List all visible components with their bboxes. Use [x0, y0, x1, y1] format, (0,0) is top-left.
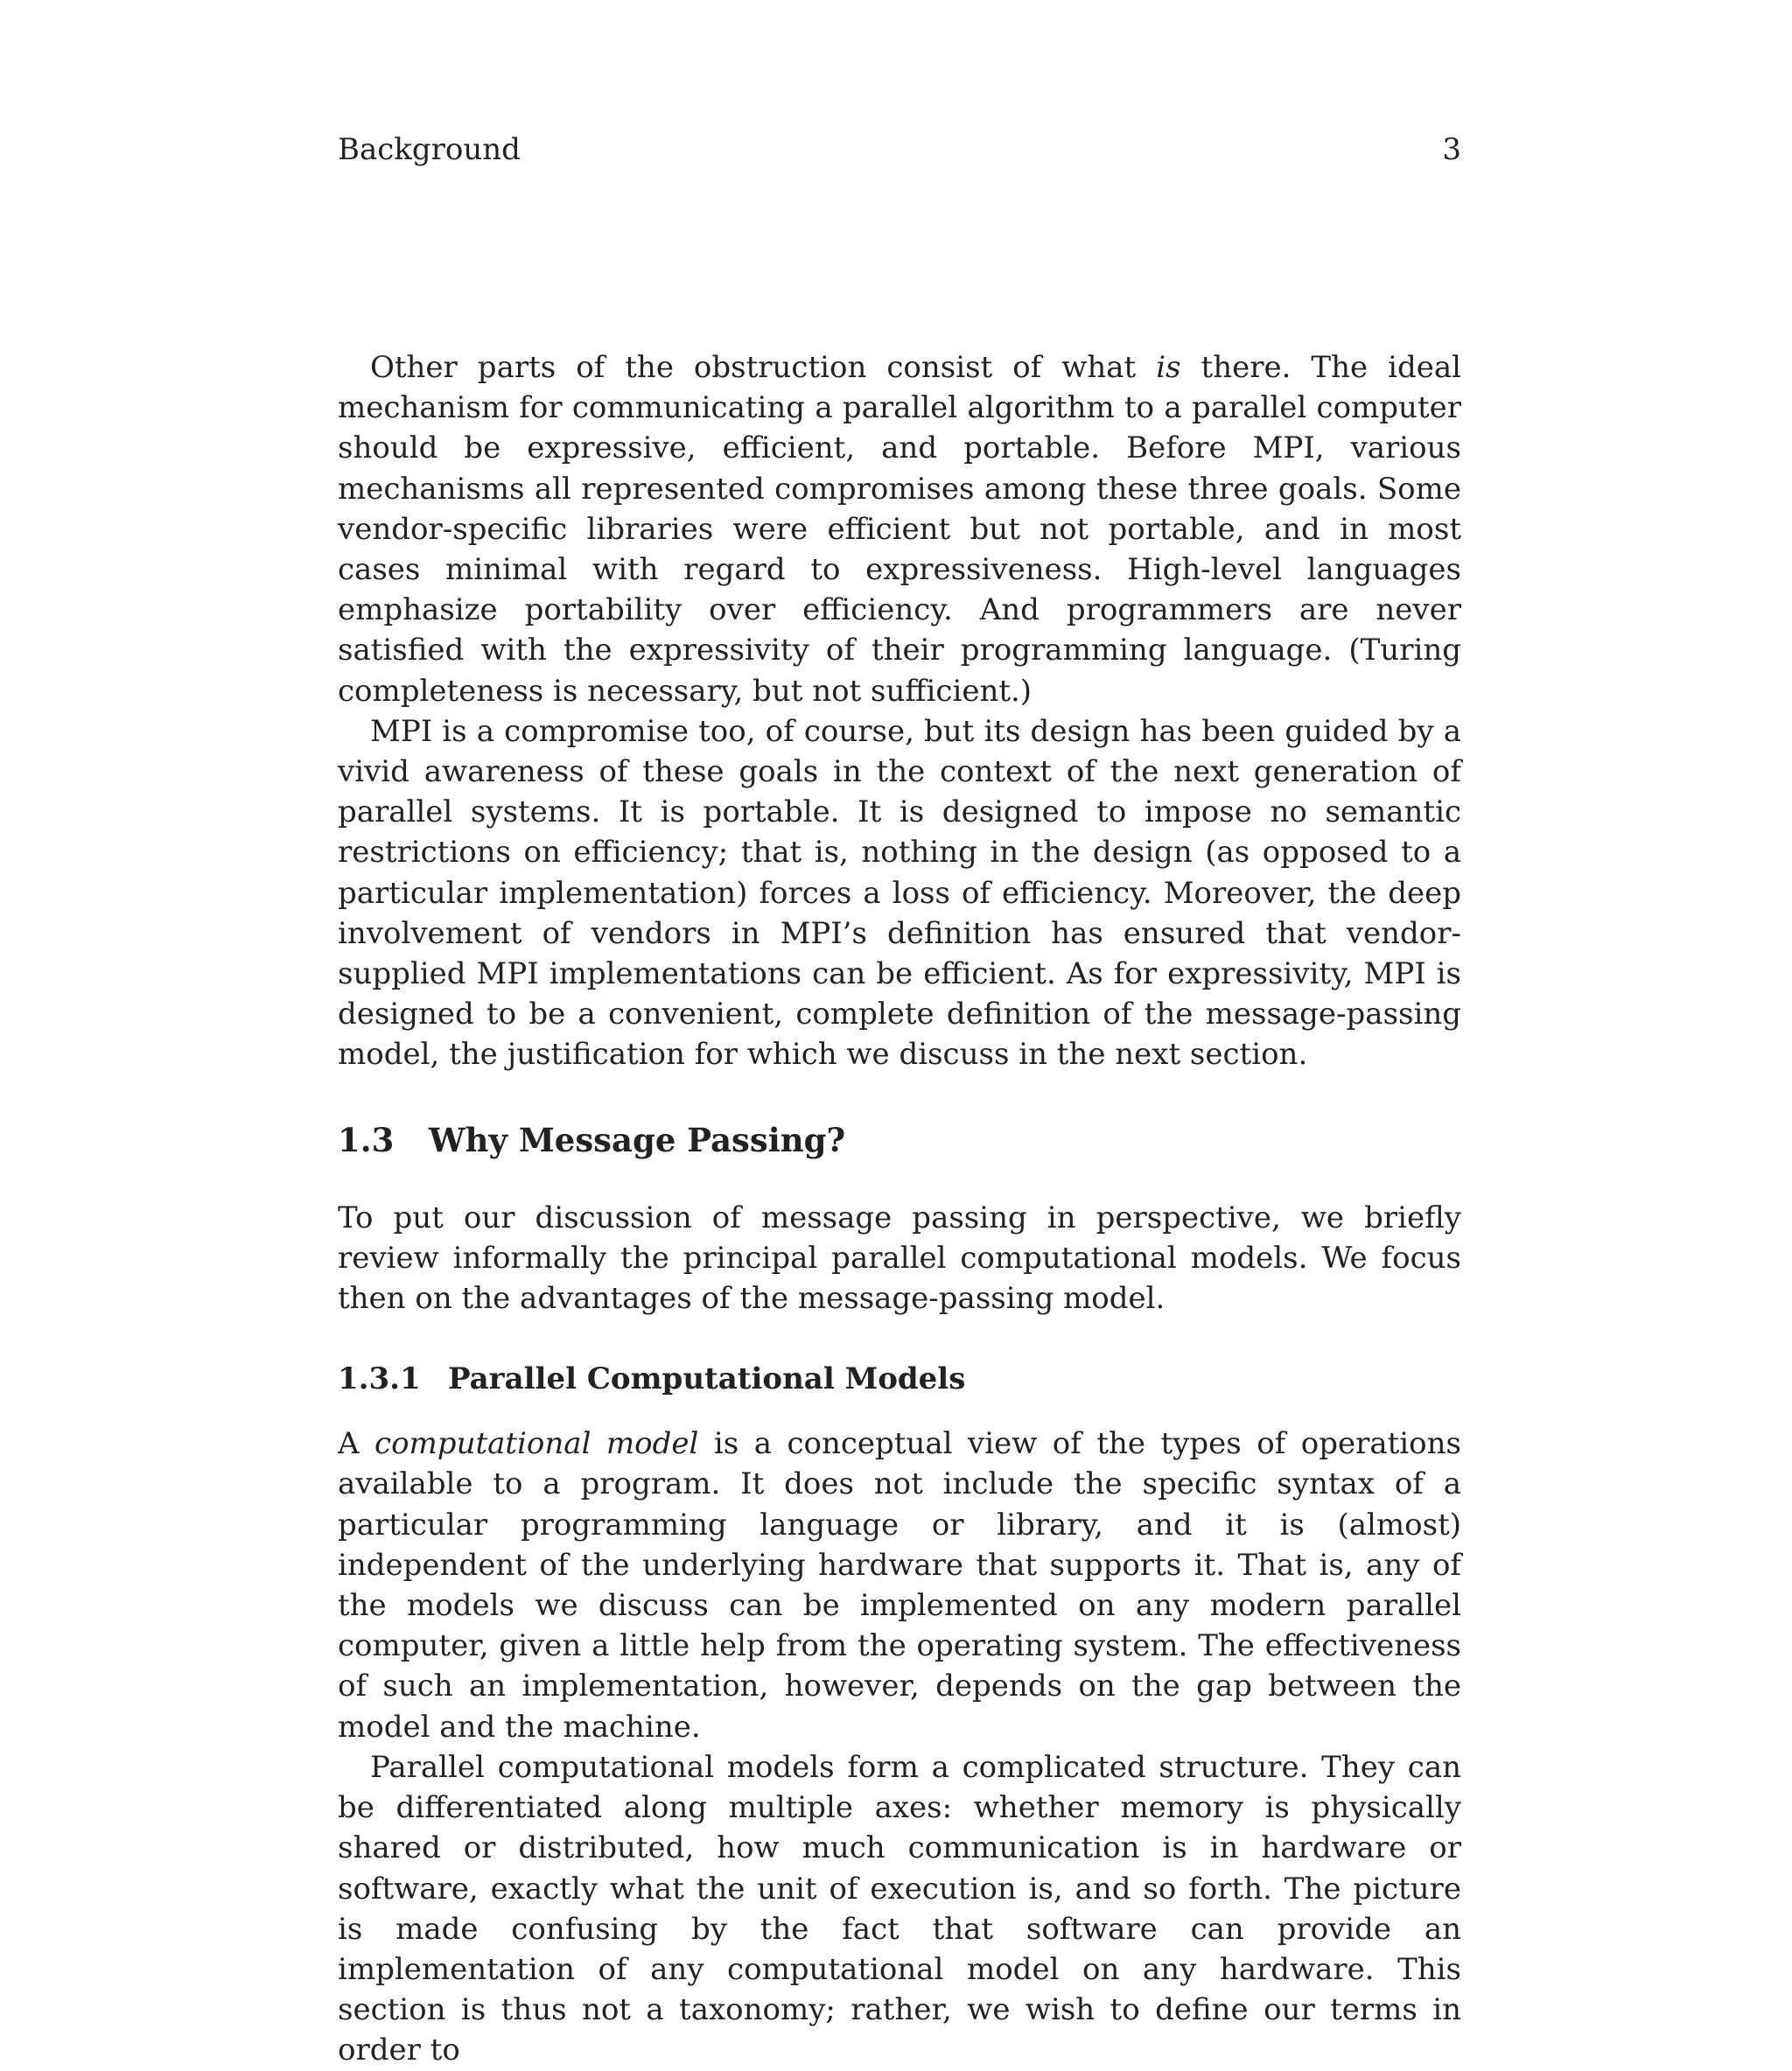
paragraph-obstruction [338, 347, 1461, 711]
paragraph-computational-model [338, 1424, 1461, 1747]
emphasis-text: is [1156, 350, 1181, 385]
subsection-heading [338, 1359, 1461, 1399]
section-number: 1.3 [338, 1120, 395, 1159]
section-heading [338, 1119, 1461, 1161]
running-title: Background [338, 132, 521, 167]
subsection-title: Parallel Computational Models [448, 1361, 966, 1397]
paragraph-text: Other parts of the obstruction consist of what [370, 350, 1157, 385]
paragraph-parallel-models: Parallel computational models form a complicated structure. They can be differentiated along multiple axes: whether memory is physically shared or distributed, how much communication is in hardware or software, exactly what the unit of execution is, and so forth. The picture is made confusing by the fact that software can provide an implementation of any computational model on any hardware. This section is thus not a taxonomy; rather, we wish to define our terms in order to [338, 1749, 1461, 2068]
paragraph-text: there. The ideal mechanism for communicating a parallel algorithm to a parallel computer should be expressive, efficient, and portable. Before MPI, various mechanisms all represented compromises among these three goals. Some vendor-specific libraries were efficient but not portable, and in most cases minimal with regard to expressiveness. High-level languages emphasize portability over efficiency. And programmers are never satisfied with the expressivity of their programming language. (Turing completeness is necessary, but not sufficient.) [338, 350, 1461, 709]
paragraph-text: is a conceptual view of the types of operations available to a program. It does not include the specific syntax of a particular programming language or library, and it is (almost) independent of the underlying hardware that supports it. That is, any of the models we discuss can be implemented on any modern parallel computer, given a little help from the operating system. The effectiveness of such an implementation, however, depends on the gap between the model and the machine. [338, 1426, 1461, 1745]
page-number: 3 [1442, 132, 1461, 167]
text-column [338, 347, 1461, 2071]
emphasis-text: computational model [374, 1426, 699, 1462]
paragraph-text: A [338, 1426, 375, 1462]
section-title: Why Message Passing? [429, 1120, 846, 1159]
running-head [338, 130, 1461, 169]
paragraph-mpi-compromise: MPI is a compromise too, of course, but its design has been guided by a vivid awareness of these goals in the context of the next generation of parallel systems. It is portable. It is designed to impose no semantic restrictions on efficiency; that is, nothing in the design (as opposed to a particular implementation) forces a loss of efficiency. Moreover, the deep involvement of vendors in MPI’s definition has ensured that vendor-supplied MPI implementations can be efficient. As for expressivity, MPI is designed to be a convenient, complete definition of the message-passing model, the justification for which we discuss in the next section. [338, 713, 1461, 1073]
paragraph-perspective: To put our discussion of message passing in perspective, we briefly review informally the principal parallel computational models. We focus then on the advantages of the message-passing model. [338, 1200, 1461, 1317]
subsection-number: 1.3.1 [338, 1361, 421, 1397]
